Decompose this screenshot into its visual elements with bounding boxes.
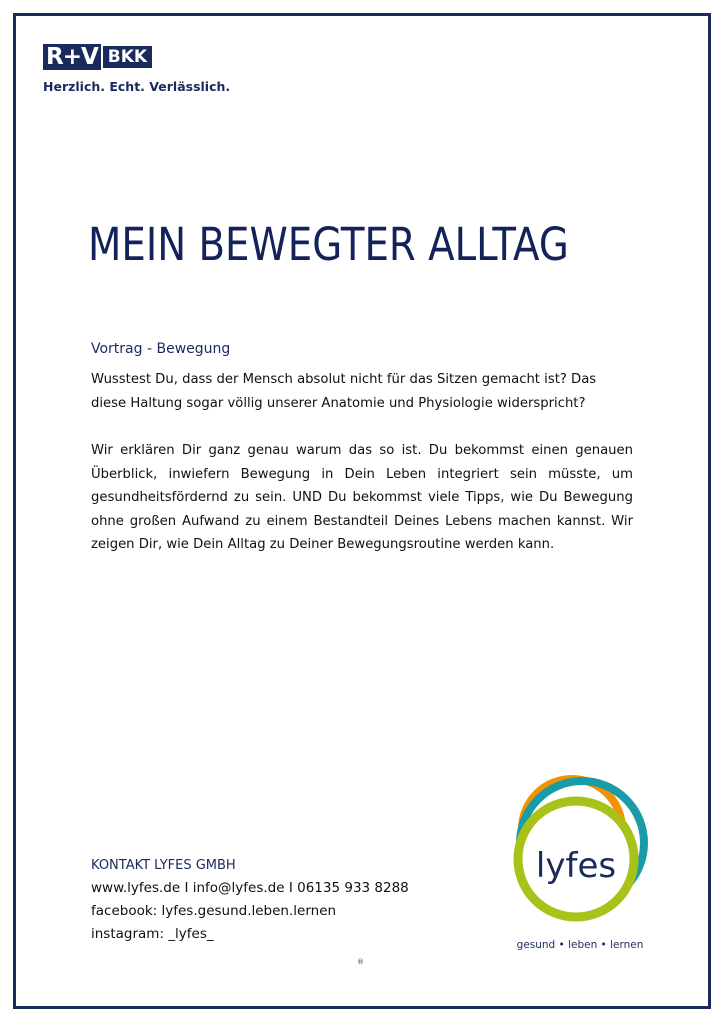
paragraph: Wir erklären Dir ganz genau warum das so ist. Du bekommst einen genauen Überblick, inwiefern Bewegung in Dein Leben integriert sein müsste, um gesundheitsfördernd zu sein. UND Du bekommst viele Tipps, wie Du Bewegung ohne großen Aufwand zu einem Bestandteil Deines Lebens machen kannst. Wir zeigen Dir, wie Dein Alltag zu Deiner Bewegungsroutine werden kann. [91, 443, 633, 552]
page-title: MEIN BEWEGTER ALLTAG [88, 218, 569, 271]
lyfes-logo [510, 773, 660, 953]
contact-heading: KONTAKT LYFES GMBH [91, 858, 236, 873]
contact-block [91, 854, 409, 946]
lyfes-wordmark: lyfes [535, 846, 617, 886]
logo-bkk: BKK [103, 46, 152, 68]
body-text [91, 368, 633, 557]
lyfes-tagline: gesund • leben • lernen [516, 939, 644, 951]
rv-bkk-logo [43, 44, 152, 70]
trademark-symbol: ® [357, 958, 364, 966]
logo-slogan: Herzlich. Echt. Verlässlich. [43, 79, 231, 94]
paragraph: Wusstest Du, dass der Mensch absolut nicht für das Sitzen gemacht ist? Das diese Haltung sogar völlig unserer Anatomie und Physiologie widerspricht? [91, 372, 597, 411]
logo-rv: R+V [43, 44, 101, 70]
contact-line-facebook: facebook: lyfes.gesund.leben.lernen [91, 903, 337, 919]
subheading: Vortrag - Bewegung [91, 341, 231, 357]
lyfes-rings-icon [510, 773, 660, 953]
contact-line-web: www.lyfes.de I info@lyfes.de I 06135 933 8288 [91, 880, 409, 896]
contact-line-instagram: instagram: _lyfes_ [91, 926, 214, 942]
